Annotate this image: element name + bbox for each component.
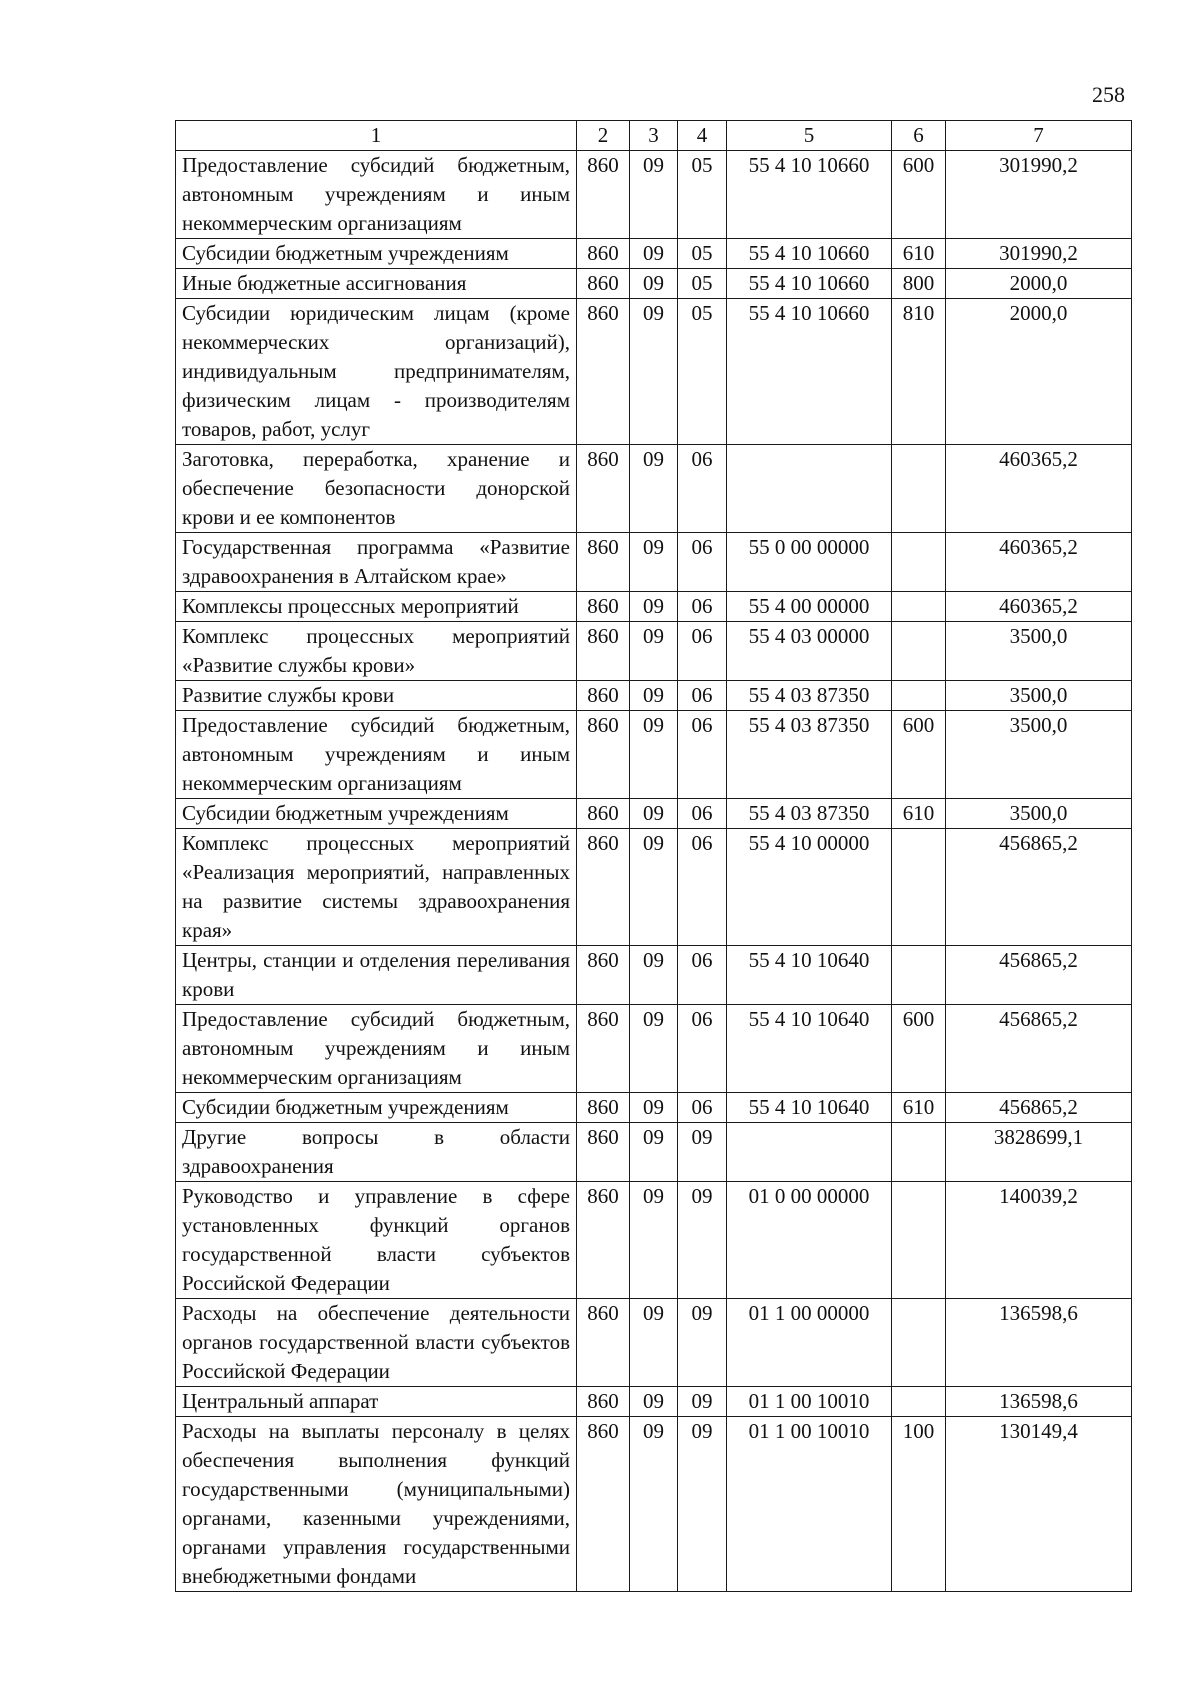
table-row bbox=[176, 946, 1132, 1005]
expense-type-code bbox=[892, 946, 946, 1005]
item-name: Субсидии юридическим лицам (кроме некоммерческих организаций), индивидуальным предпринимателям, физическим лицам - производителям товаров, работ, услуг bbox=[176, 299, 577, 445]
subsection-code: 06 bbox=[678, 1005, 727, 1093]
section-code: 09 bbox=[630, 299, 678, 445]
table-row bbox=[176, 681, 1132, 711]
ministry-code: 860 bbox=[577, 1299, 630, 1387]
target-article-code: 55 4 03 00000 bbox=[727, 622, 892, 681]
target-article-code: 55 4 10 00000 bbox=[727, 829, 892, 946]
table-row bbox=[176, 1417, 1132, 1592]
column-header: 7 bbox=[946, 121, 1132, 151]
ministry-code: 860 bbox=[577, 592, 630, 622]
expense-type-code: 600 bbox=[892, 151, 946, 239]
page-number: 258 bbox=[1092, 82, 1125, 107]
target-article-code: 55 4 10 10640 bbox=[727, 1093, 892, 1123]
table-row bbox=[176, 1123, 1132, 1182]
column-header: 3 bbox=[630, 121, 678, 151]
table-row bbox=[176, 592, 1132, 622]
item-name: Государственная программа «Развитие здравоохранения в Алтайском крае» bbox=[176, 533, 577, 592]
target-article-code: 55 4 10 10640 bbox=[727, 946, 892, 1005]
table-row bbox=[176, 299, 1132, 445]
target-article-code: 55 4 10 10640 bbox=[727, 1005, 892, 1093]
target-article-code: 01 1 00 10010 bbox=[727, 1417, 892, 1592]
item-name: Комплексы процессных мероприятий bbox=[176, 592, 577, 622]
section-code: 09 bbox=[630, 829, 678, 946]
column-header: 1 bbox=[176, 121, 577, 151]
table-row bbox=[176, 1005, 1132, 1093]
subsection-code: 06 bbox=[678, 445, 727, 533]
section-code: 09 bbox=[630, 946, 678, 1005]
table-row bbox=[176, 1387, 1132, 1417]
expense-type-code: 610 bbox=[892, 799, 946, 829]
amount: 301990,2 bbox=[946, 151, 1132, 239]
item-name: Руководство и управление в сфере установленных функций органов государственной власти субъектов Российской Федерации bbox=[176, 1182, 577, 1299]
table-row bbox=[176, 622, 1132, 681]
expense-type-code bbox=[892, 1387, 946, 1417]
section-code: 09 bbox=[630, 1387, 678, 1417]
item-name: Предоставление субсидий бюджетным, автономным учреждениям и иным некоммерческим организациям bbox=[176, 1005, 577, 1093]
subsection-code: 05 bbox=[678, 269, 727, 299]
ministry-code: 860 bbox=[577, 799, 630, 829]
subsection-code: 09 bbox=[678, 1123, 727, 1182]
table-row bbox=[176, 1299, 1132, 1387]
item-name: Другие вопросы в области здравоохранения bbox=[176, 1123, 577, 1182]
item-name: Комплекс процессных мероприятий «Реализация мероприятий, направленных на развитие системы здравоохранения края» bbox=[176, 829, 577, 946]
subsection-code: 06 bbox=[678, 681, 727, 711]
subsection-code: 06 bbox=[678, 711, 727, 799]
section-code: 09 bbox=[630, 622, 678, 681]
amount: 3500,0 bbox=[946, 681, 1132, 711]
amount: 3828699,1 bbox=[946, 1123, 1132, 1182]
table-row bbox=[176, 151, 1132, 239]
target-article-code: 55 4 03 87350 bbox=[727, 711, 892, 799]
item-name: Центральный аппарат bbox=[176, 1387, 577, 1417]
ministry-code: 860 bbox=[577, 711, 630, 799]
amount: 3500,0 bbox=[946, 711, 1132, 799]
expense-type-code: 800 bbox=[892, 269, 946, 299]
item-name: Субсидии бюджетным учреждениям bbox=[176, 799, 577, 829]
target-article-code: 55 4 03 87350 bbox=[727, 799, 892, 829]
subsection-code: 05 bbox=[678, 299, 727, 445]
subsection-code: 09 bbox=[678, 1299, 727, 1387]
item-name: Предоставление субсидий бюджетным, автономным учреждениям и иным некоммерческим организациям bbox=[176, 711, 577, 799]
amount: 3500,0 bbox=[946, 799, 1132, 829]
target-article-code: 55 4 10 10660 bbox=[727, 151, 892, 239]
target-article-code: 55 4 10 10660 bbox=[727, 239, 892, 269]
section-code: 09 bbox=[630, 1299, 678, 1387]
section-code: 09 bbox=[630, 799, 678, 829]
ministry-code: 860 bbox=[577, 829, 630, 946]
section-code: 09 bbox=[630, 239, 678, 269]
section-code: 09 bbox=[630, 269, 678, 299]
section-code: 09 bbox=[630, 533, 678, 592]
ministry-code: 860 bbox=[577, 1182, 630, 1299]
table-row bbox=[176, 1093, 1132, 1123]
expense-type-code: 600 bbox=[892, 711, 946, 799]
ministry-code: 860 bbox=[577, 151, 630, 239]
expense-type-code: 600 bbox=[892, 1005, 946, 1093]
ministry-code: 860 bbox=[577, 1093, 630, 1123]
target-article-code: 55 4 10 10660 bbox=[727, 269, 892, 299]
target-article-code: 55 4 10 10660 bbox=[727, 299, 892, 445]
expense-type-code: 610 bbox=[892, 1093, 946, 1123]
item-name: Комплекс процессных мероприятий «Развитие службы крови» bbox=[176, 622, 577, 681]
amount: 460365,2 bbox=[946, 592, 1132, 622]
expense-type-code bbox=[892, 829, 946, 946]
target-article-code: 01 1 00 00000 bbox=[727, 1299, 892, 1387]
ministry-code: 860 bbox=[577, 1123, 630, 1182]
subsection-code: 05 bbox=[678, 239, 727, 269]
table-row bbox=[176, 829, 1132, 946]
amount: 456865,2 bbox=[946, 1005, 1132, 1093]
item-name: Предоставление субсидий бюджетным, автономным учреждениям и иным некоммерческим организациям bbox=[176, 151, 577, 239]
item-name: Расходы на выплаты персоналу в целях обеспечения выполнения функций государственными (муниципальными) органами, казенными учреждениями, органами управления государственными внебюджетными фондами bbox=[176, 1417, 577, 1592]
section-code: 09 bbox=[630, 1005, 678, 1093]
ministry-code: 860 bbox=[577, 946, 630, 1005]
budget-table bbox=[175, 120, 1132, 1592]
item-name: Иные бюджетные ассигнования bbox=[176, 269, 577, 299]
table-row bbox=[176, 711, 1132, 799]
section-code: 09 bbox=[630, 151, 678, 239]
expense-type-code bbox=[892, 1182, 946, 1299]
subsection-code: 06 bbox=[678, 799, 727, 829]
subsection-code: 05 bbox=[678, 151, 727, 239]
ministry-code: 860 bbox=[577, 239, 630, 269]
item-name: Субсидии бюджетным учреждениям bbox=[176, 1093, 577, 1123]
target-article-code: 01 0 00 00000 bbox=[727, 1182, 892, 1299]
section-code: 09 bbox=[630, 1123, 678, 1182]
amount: 2000,0 bbox=[946, 269, 1132, 299]
amount: 136598,6 bbox=[946, 1299, 1132, 1387]
section-code: 09 bbox=[630, 1093, 678, 1123]
column-header: 2 bbox=[577, 121, 630, 151]
amount: 460365,2 bbox=[946, 445, 1132, 533]
table-row bbox=[176, 533, 1132, 592]
table-row bbox=[176, 239, 1132, 269]
section-code: 09 bbox=[630, 681, 678, 711]
column-header: 5 bbox=[727, 121, 892, 151]
subsection-code: 06 bbox=[678, 622, 727, 681]
header-row bbox=[176, 121, 1132, 151]
expense-type-code bbox=[892, 445, 946, 533]
ministry-code: 860 bbox=[577, 1387, 630, 1417]
ministry-code: 860 bbox=[577, 533, 630, 592]
amount: 136598,6 bbox=[946, 1387, 1132, 1417]
subsection-code: 06 bbox=[678, 829, 727, 946]
ministry-code: 860 bbox=[577, 622, 630, 681]
expense-type-code bbox=[892, 533, 946, 592]
item-name: Заготовка, переработка, хранение и обеспечение безопасности донорской крови и ее компонентов bbox=[176, 445, 577, 533]
ministry-code: 860 bbox=[577, 445, 630, 533]
section-code: 09 bbox=[630, 1182, 678, 1299]
amount: 3500,0 bbox=[946, 622, 1132, 681]
item-name: Развитие службы крови bbox=[176, 681, 577, 711]
subsection-code: 06 bbox=[678, 946, 727, 1005]
table-row bbox=[176, 799, 1132, 829]
expense-type-code: 810 bbox=[892, 299, 946, 445]
subsection-code: 09 bbox=[678, 1387, 727, 1417]
item-name: Расходы на обеспечение деятельности органов государственной власти субъектов Российской Федерации bbox=[176, 1299, 577, 1387]
section-code: 09 bbox=[630, 445, 678, 533]
section-code: 09 bbox=[630, 1417, 678, 1592]
amount: 456865,2 bbox=[946, 946, 1132, 1005]
amount: 456865,2 bbox=[946, 829, 1132, 946]
section-code: 09 bbox=[630, 592, 678, 622]
table-row bbox=[176, 269, 1132, 299]
subsection-code: 09 bbox=[678, 1182, 727, 1299]
amount: 140039,2 bbox=[946, 1182, 1132, 1299]
amount: 2000,0 bbox=[946, 299, 1132, 445]
amount: 456865,2 bbox=[946, 1093, 1132, 1123]
expense-type-code: 610 bbox=[892, 239, 946, 269]
subsection-code: 06 bbox=[678, 592, 727, 622]
expense-type-code bbox=[892, 622, 946, 681]
target-article-code: 01 1 00 10010 bbox=[727, 1387, 892, 1417]
table-row bbox=[176, 445, 1132, 533]
ministry-code: 860 bbox=[577, 681, 630, 711]
column-header: 4 bbox=[678, 121, 727, 151]
section-code: 09 bbox=[630, 711, 678, 799]
expense-type-code bbox=[892, 1299, 946, 1387]
target-article-code: 55 4 03 87350 bbox=[727, 681, 892, 711]
expense-type-code bbox=[892, 592, 946, 622]
item-name: Субсидии бюджетным учреждениям bbox=[176, 239, 577, 269]
amount: 130149,4 bbox=[946, 1417, 1132, 1592]
target-article-code bbox=[727, 445, 892, 533]
subsection-code: 06 bbox=[678, 1093, 727, 1123]
ministry-code: 860 bbox=[577, 299, 630, 445]
ministry-code: 860 bbox=[577, 269, 630, 299]
subsection-code: 06 bbox=[678, 533, 727, 592]
table-row bbox=[176, 1182, 1132, 1299]
expense-type-code bbox=[892, 1123, 946, 1182]
expense-type-code: 100 bbox=[892, 1417, 946, 1592]
target-article-code bbox=[727, 1123, 892, 1182]
item-name: Центры, станции и отделения переливания крови bbox=[176, 946, 577, 1005]
column-header: 6 bbox=[892, 121, 946, 151]
expense-type-code bbox=[892, 681, 946, 711]
target-article-code: 55 0 00 00000 bbox=[727, 533, 892, 592]
target-article-code: 55 4 00 00000 bbox=[727, 592, 892, 622]
amount: 301990,2 bbox=[946, 239, 1132, 269]
ministry-code: 860 bbox=[577, 1005, 630, 1093]
ministry-code: 860 bbox=[577, 1417, 630, 1592]
subsection-code: 09 bbox=[678, 1417, 727, 1592]
amount: 460365,2 bbox=[946, 533, 1132, 592]
